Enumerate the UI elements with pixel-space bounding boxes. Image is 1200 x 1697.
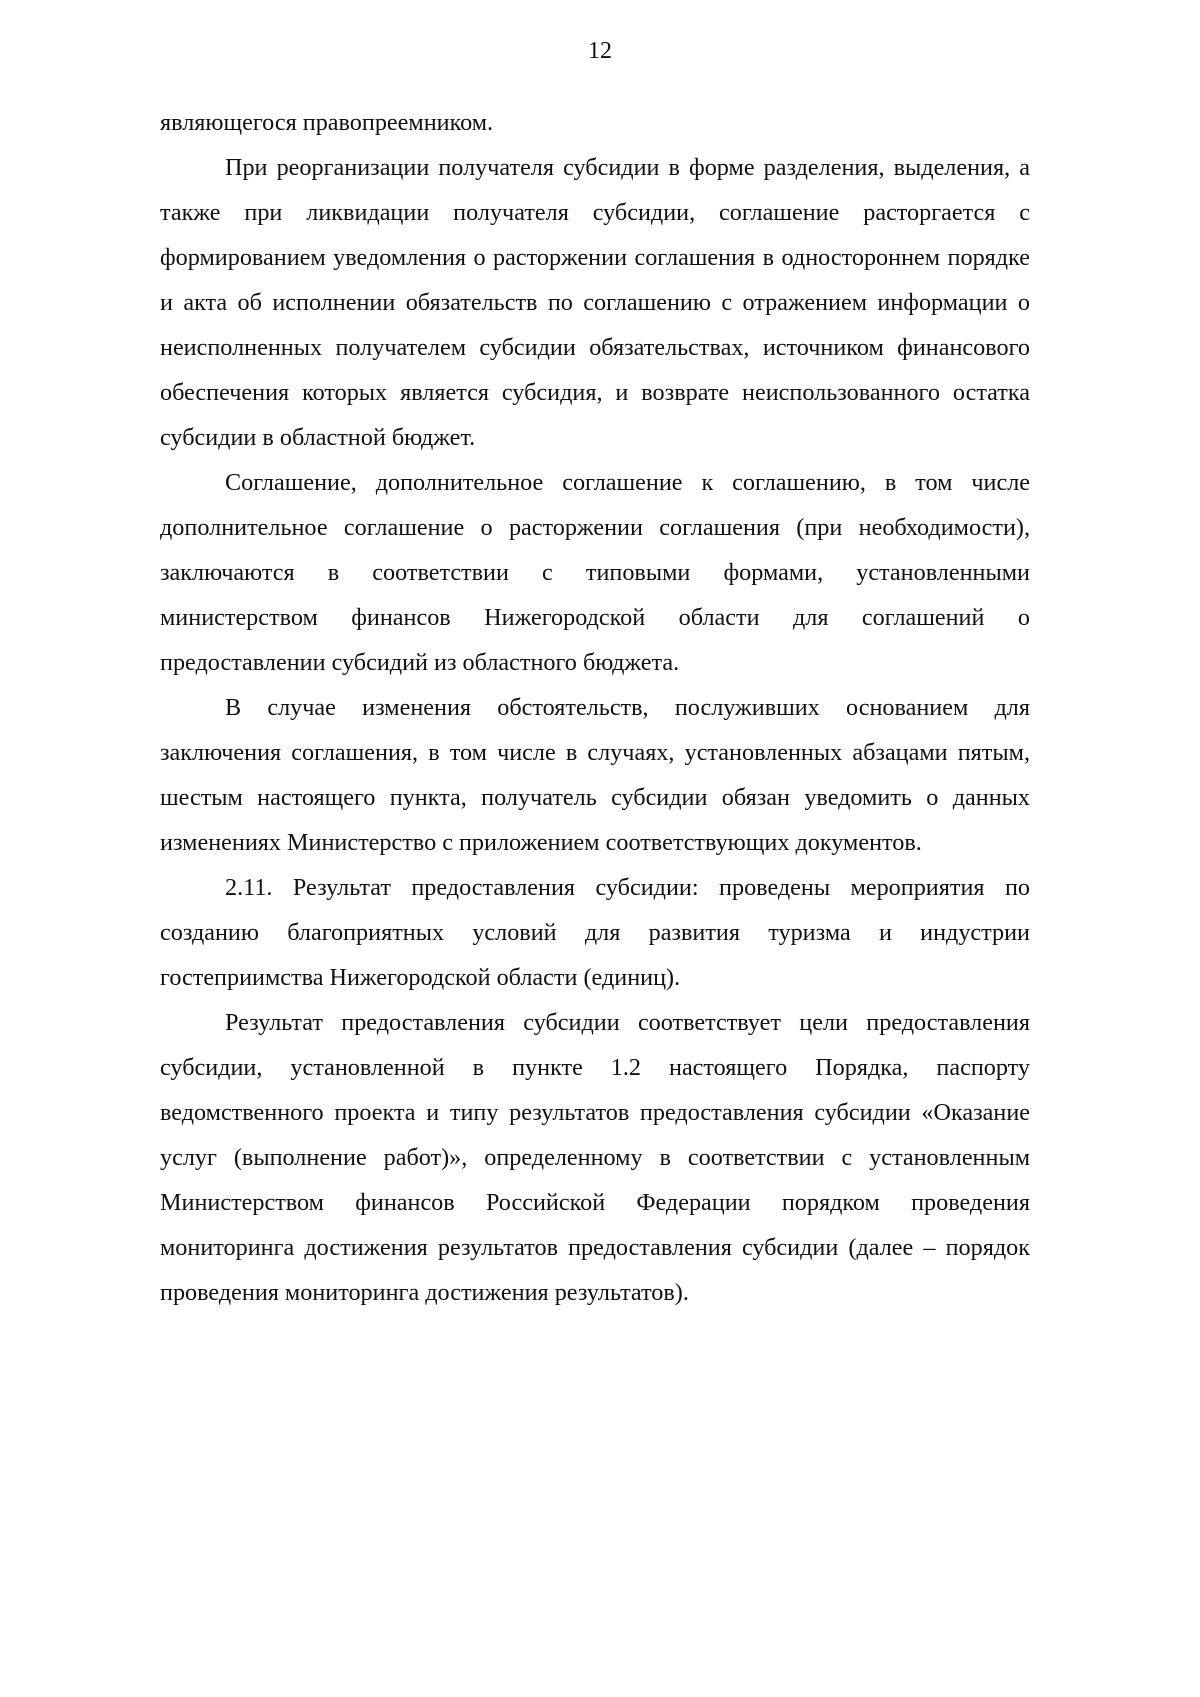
paragraph-agreement-forms: Соглашение, дополнительное соглашение к соглашению, в том числе дополнительное соглашение о расторжении соглашения (при необходимости), заключаются в соответствии с типовыми формами, установленными министерством финансов Нижегородской области для соглашений о предоставлении субсидий из областного бюджета. xyxy=(160,469,1030,676)
paragraph-reorganization: При реорганизации получателя субсидии в форме разделения, выделения, а также при ликвидации получателя субсидии, соглашение расторгается с формированием уведомления о расторжении соглашения в одностороннем порядке и акта об исполнении обязательств по соглашению с отражением информации о неисполненных получателем субсидии обязательствах, источником финансового обеспечения которых является субсидия, и возврате неиспользованного остатка субсидии в областной бюджет. xyxy=(160,154,1030,451)
page-number: 12 xyxy=(588,38,612,64)
paragraph-continuation: являющегося правопреемником. xyxy=(160,109,494,136)
paragraph-result-compliance: Результат предоставления субсидии соответствует цели предоставления субсидии, установленной в пункте 1.2 настоящего Порядка, паспорту ведомственного проекта и типу результатов предоставления субсидии «Оказание услуг (выполнение работ)», определенному в соответствии с установленным Министерством финансов Российской Федерации порядком проведения мониторинга достижения результатов предоставления субсидии (далее – порядок проведения мониторинга достижения результатов). xyxy=(160,1009,1030,1306)
paragraph-change-notification: В случае изменения обстоятельств, послуживших основанием для заключения соглашения, в том числе в случаях, установленных абзацами пятым, шестым настоящего пункта, получатель субсидии обязан уведомить о данных изменениях Министерство с приложением соответствующих документов. xyxy=(160,694,1030,856)
document-body xyxy=(160,100,1030,1315)
paragraph-section-2-11: 2.11. Результат предоставления субсидии: проведены мероприятия по созданию благоприятных условий для развития туризма и индустрии гостеприимства Нижегородской области (единиц). xyxy=(160,874,1030,991)
